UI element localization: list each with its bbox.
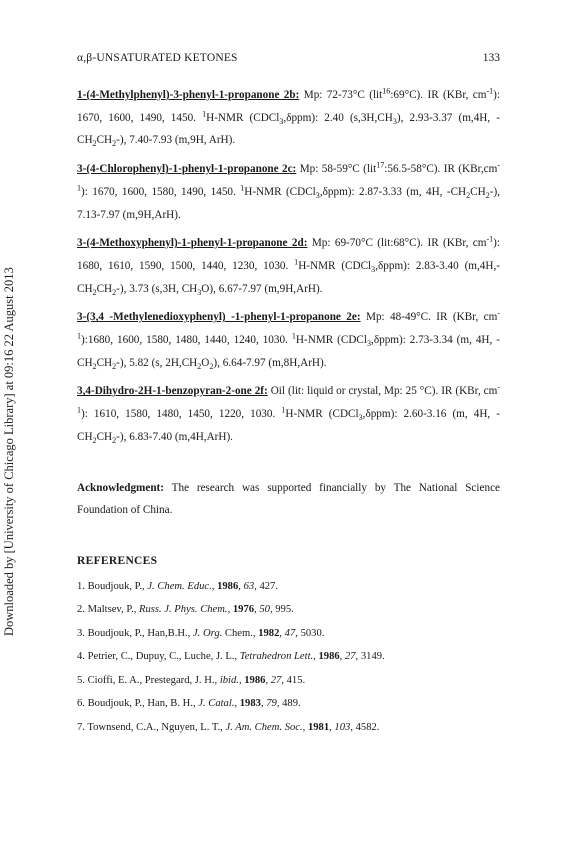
compound-name: 3-(3,4 -Methylenedioxyphenyl) -1-phenyl-1-propanone 2e: — [77, 311, 361, 324]
compound-data-text: Mp: 69-70°C (lit:68°C). IR (KBr, cm — [307, 237, 487, 250]
compound-data-text: 2 — [112, 139, 117, 149]
reference-text: , — [227, 604, 233, 616]
compound-data-text: 2 — [92, 361, 97, 371]
reference-item — [77, 622, 500, 646]
compound-data-text: ): 1680, 1610, 1590, 1500, 1440, 1230, 1030. — [77, 237, 501, 272]
page-number: 133 — [482, 52, 500, 64]
compound-entry — [77, 158, 500, 226]
reference-text: , 4582. — [350, 721, 380, 733]
reference-text: , — [329, 721, 335, 733]
reference-text: , — [279, 627, 285, 639]
compound-data-text: 2 — [209, 361, 214, 371]
compound-name: 3-(4-Chlorophenyl)-1-phenyl-1-propanone 2c: — [77, 163, 297, 176]
compound-data-text: ), 6.64-7.97 (m,8H,ArH). — [213, 356, 327, 369]
compound-data-text: CH — [470, 185, 486, 198]
running-title: α,β-UNSATURATED KETONES — [77, 52, 238, 64]
compound-data-text: CH — [96, 282, 113, 295]
reference-text: 1976 — [232, 604, 255, 616]
compound-data-text: ,δppm): 2.83-3.40 (m,4H,-CH — [77, 259, 500, 295]
reference-text: ibid. — [219, 674, 239, 686]
compound-entry — [77, 380, 500, 448]
compound-data-text: 2 — [92, 436, 97, 446]
compound-data-text: H-NMR (CDCl — [244, 185, 316, 198]
compound-data-text: -1 — [77, 382, 500, 415]
reference-text: , — [211, 580, 218, 592]
reference-text: , — [313, 651, 319, 663]
reference-text: 3. Boudjouk, P., Han,B.H., — [77, 627, 193, 639]
compound-data-text: 2 — [485, 191, 490, 201]
references-heading: REFERENCES — [77, 554, 158, 567]
reference-text: , — [302, 721, 308, 733]
compound-data-text: ): 1670, 1600, 1490, 1450. — [77, 89, 500, 124]
compound-data-text: H-NMR (CDCl — [285, 408, 359, 421]
reference-text: 4. Petrier, C., Dupuy, C., Luche, J. L., — [77, 651, 240, 663]
compound-data-text: 16 — [382, 86, 391, 96]
reference-text: , — [238, 580, 244, 592]
reference-text: 5. Cioffi, E. A., Prestegard, J. H., — [77, 674, 220, 686]
compound-data-text: 2 — [112, 287, 117, 297]
compound-data-text: -1 — [486, 234, 494, 244]
reference-item — [77, 716, 500, 740]
compound-data-text: CH — [96, 356, 113, 369]
reference-text: 79 — [266, 698, 277, 710]
reference-text: J. Chem. Educ. — [147, 580, 212, 592]
compound-data-text: 3 — [392, 116, 397, 126]
reference-list — [77, 575, 500, 740]
reference-text: 1986 — [217, 580, 239, 592]
compound-data-text: CH — [96, 430, 113, 443]
compound-data-text: 1 — [240, 183, 245, 193]
reference-text: 1983 — [239, 698, 261, 710]
compound-entry — [77, 306, 500, 374]
compound-data-text: ,δppm): 2.60-3.16 (m, 4H, -CH — [77, 408, 500, 443]
compound-data-text: -), 5.82 (s, 2H,CH — [116, 356, 198, 369]
compound-entries — [77, 84, 500, 449]
compound-data-text: H-NMR (CDCl — [295, 334, 367, 347]
acknowledgment — [77, 477, 500, 522]
compound-data-text: 1 — [202, 108, 207, 118]
compound-data-text: ,δppm): 2.87-3.33 (m, 4H, -CH — [319, 185, 467, 198]
compound-name: 1-(4-Methylphenyl)-3-phenyl-1-propanone 2b: — [77, 89, 300, 101]
compound-data-text: ,δppm): 2.40 (s,3H,CH — [283, 111, 393, 124]
compound-data-text: 3 — [279, 116, 284, 126]
acknowledgment-label: Acknowledgment: — [77, 481, 165, 494]
compound-data-text: -), 6.83-7.40 (m,4H,ArH). — [116, 430, 233, 443]
compound-data-text: Mp: 48-49°C. IR (KBr, cm — [360, 311, 498, 324]
compound-data-text: H-NMR (CDCl — [206, 111, 280, 124]
compound-data-text: Oil (lit: liquid or crystal, Mp: 25 °C). IR (KBr, cm — [267, 385, 498, 398]
compound-data-text: 17 — [376, 160, 385, 170]
reference-text: 1982 — [258, 627, 280, 639]
reference-text: 47 — [284, 627, 296, 639]
reference-text: 50 — [259, 604, 270, 616]
reference-text: , 427. — [254, 580, 278, 592]
reference-text: , 415. — [281, 674, 306, 686]
compound-entry — [77, 84, 500, 152]
reference-text: , — [234, 698, 240, 710]
reference-text: 103 — [334, 721, 351, 733]
reference-text: 1. Boudjouk, P., — [77, 580, 148, 592]
reference-item — [77, 692, 500, 716]
reference-text: 1986 — [244, 674, 266, 686]
reference-text: 63 — [243, 580, 255, 592]
compound-data-text: 1 — [291, 331, 296, 341]
compound-data-text: 3 — [371, 265, 376, 275]
compound-data-text: :56.5-58°C). IR (KBr,cm — [384, 163, 498, 176]
compound-data-text: ): 1610, 1580, 1480, 1450, 1220, 1030. — [81, 408, 282, 421]
compound-entry — [77, 232, 500, 300]
reference-item — [77, 575, 500, 599]
compound-data-text: ): 1670, 1600, 1580, 1490, 1450. — [81, 185, 241, 198]
compound-data-text: 3 — [315, 191, 320, 201]
compound-data-text: -), 3.73 (s,3H, CH — [116, 282, 198, 295]
compound-data-text: Mp: 72-73°C (lit — [299, 89, 383, 101]
reference-text: 27 — [344, 651, 356, 663]
article-body — [77, 84, 500, 739]
reference-text: 6. Boudjouk, P., Han, B. H., — [77, 698, 199, 710]
reference-text: Chem., — [222, 627, 259, 639]
reference-text: 1981 — [307, 721, 330, 733]
compound-data-text: 1 — [294, 257, 299, 267]
compound-data-text: ), 2.93-3.37 (m,4H, -CH — [77, 111, 501, 147]
compound-data-text: 2 — [112, 436, 117, 446]
reference-text: , 489. — [276, 698, 301, 710]
compound-data-text: 2 — [92, 287, 97, 297]
compound-data-text: 1 — [281, 405, 286, 415]
reference-text: , — [260, 698, 267, 710]
reference-text: J. Am. Chem. Soc. — [225, 721, 303, 733]
reference-text: , 3149. — [355, 651, 385, 663]
download-watermark: Downloaded by [University of Chicago Library] at 09:16 22 August 2013 — [2, 267, 16, 636]
compound-data-text: -1 — [77, 160, 500, 193]
reference-text: , — [339, 651, 345, 663]
reference-text: J. Catal. — [198, 698, 235, 710]
compound-data-text: 2 — [197, 361, 202, 371]
reference-text: 2. Maltsev, P., — [77, 604, 139, 616]
compound-data-text: -1 — [486, 86, 494, 96]
compound-data-text: ):1680, 1600, 1580, 1480, 1440, 1240, 1030. — [81, 334, 292, 347]
reference-text: 7. Townsend, C.A., Nguyen, L. T., — [77, 721, 226, 733]
compound-name: 3,4-Dihydro-2H-1-benzopyran-2-one 2f: — [77, 385, 268, 398]
compound-data-text: O — [201, 356, 210, 369]
compound-data-text: 2 — [112, 361, 117, 371]
compound-data-text: H-NMR (CDCl — [298, 259, 372, 272]
reference-text: , 5030. — [295, 627, 325, 639]
reference-item — [77, 669, 500, 693]
compound-data-text: Mp: 58-59°C (lit — [296, 163, 377, 176]
reference-text: Tetrahedron Lett. — [239, 651, 314, 663]
reference-text: , — [238, 674, 245, 686]
compound-data-text: -), 7.13-7.97 (m,9H,ArH). — [77, 185, 500, 221]
compound-data-text: 3 — [197, 287, 202, 297]
compound-data-text: 3 — [367, 339, 372, 349]
compound-data-text: 2 — [92, 139, 97, 149]
reference-text: 27 — [270, 674, 282, 686]
compound-data-text: CH — [96, 134, 113, 147]
reference-item — [77, 645, 500, 669]
reference-text: , — [265, 674, 271, 686]
reference-item — [77, 598, 500, 622]
compound-data-text: -1 — [77, 308, 501, 341]
compound-name: 3-(4-Methoxyphenyl)-1-phenyl-1-propanone 2d: — [77, 237, 308, 250]
compound-data-text: -), 7.40-7.93 (m,9H, ArH). — [116, 134, 236, 147]
compound-data-text: :69°C). IR (KBr, cm — [390, 89, 487, 101]
reference-text: J. Org. — [192, 627, 223, 639]
acknowledgment-text: The research was supported financially by The National Science Foundation of China. — [77, 481, 500, 517]
compound-data-text: ,δppm): 2.73-3.34 (m, 4H, -CH — [77, 334, 500, 369]
reference-text: , 995. — [269, 604, 294, 616]
reference-text: Russ. J. Phys. Chem. — [139, 604, 228, 616]
compound-data-text: 3 — [358, 413, 363, 423]
compound-data-text: O), 6.67-7.97 (m,9H,ArH). — [201, 282, 323, 295]
reference-text: 1986 — [318, 651, 340, 663]
reference-text: , — [254, 604, 260, 616]
compound-data-text: 2 — [466, 191, 471, 201]
